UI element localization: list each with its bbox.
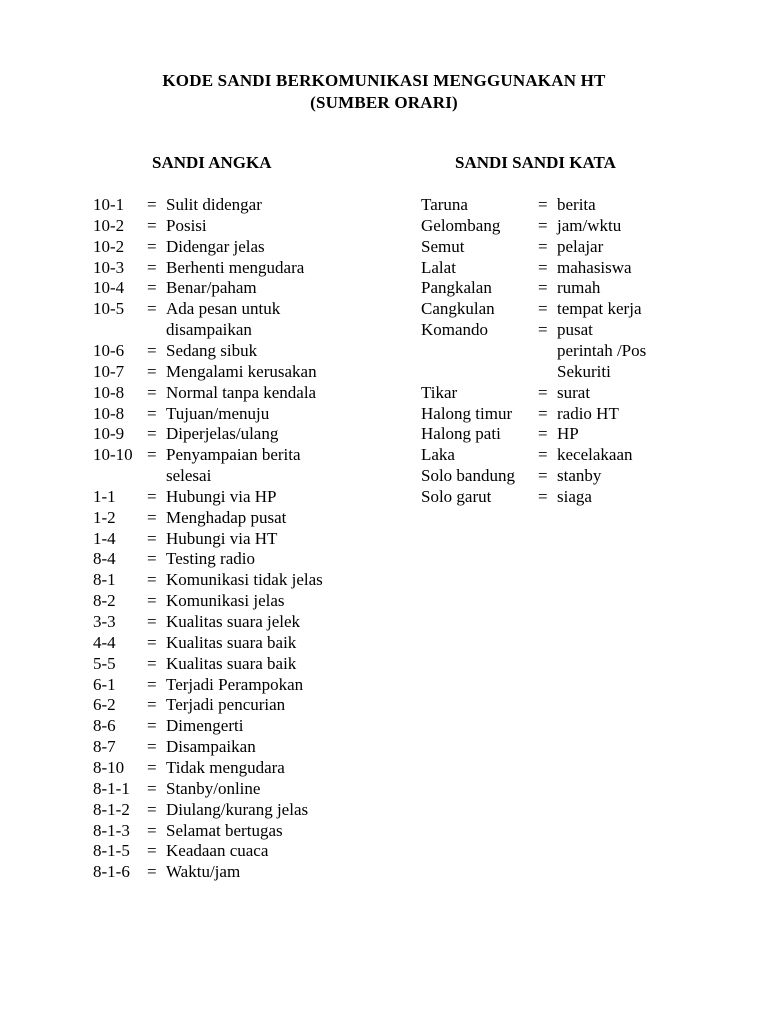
equals-sign: = bbox=[538, 424, 548, 444]
document-title-line-1: KODE SANDI BERKOMUNIKASI MENGGUNAKAN HT bbox=[162, 71, 606, 90]
code: 8-1-2 bbox=[93, 799, 130, 819]
equals-sign: = bbox=[147, 716, 157, 736]
meaning: tempat kerja bbox=[557, 299, 642, 319]
meaning: perintah /Pos bbox=[557, 340, 647, 360]
meaning: Keadaan cuaca bbox=[166, 841, 269, 861]
meaning: rumah bbox=[557, 278, 601, 298]
code: Solo garut bbox=[421, 486, 492, 506]
equals-sign: = bbox=[147, 278, 157, 298]
code: 10-4 bbox=[93, 278, 125, 298]
code: 6-2 bbox=[93, 695, 116, 715]
code: 8-4 bbox=[93, 549, 116, 569]
meaning: Sekuriti bbox=[557, 361, 611, 381]
equals-sign: = bbox=[147, 486, 157, 506]
meaning: siaga bbox=[557, 486, 592, 506]
equals-sign: = bbox=[147, 445, 157, 465]
meaning: berita bbox=[557, 195, 596, 214]
meaning: Komunikasi jelas bbox=[166, 591, 285, 611]
code: 8-1-3 bbox=[93, 820, 130, 840]
code: Halong pati bbox=[421, 424, 501, 444]
equals-sign: = bbox=[538, 403, 548, 423]
meaning: surat bbox=[557, 382, 591, 402]
code: 10-5 bbox=[93, 299, 125, 319]
code: 8-7 bbox=[93, 737, 116, 757]
code: 10-7 bbox=[93, 361, 125, 381]
meaning: mahasiswa bbox=[557, 257, 632, 277]
code: 8-6 bbox=[93, 716, 116, 736]
code: 8-2 bbox=[93, 591, 116, 611]
code: Laka bbox=[421, 445, 455, 465]
meaning: Selamat bertugas bbox=[166, 820, 283, 840]
meaning: pelajar bbox=[557, 236, 604, 256]
meaning: kecelakaan bbox=[557, 445, 633, 465]
meaning: Sulit didengar bbox=[166, 195, 262, 214]
equals-sign: = bbox=[147, 674, 157, 694]
equals-sign: = bbox=[147, 862, 157, 882]
meaning: Benar/paham bbox=[166, 278, 257, 298]
sandi-angka-heading: SANDI ANGKA bbox=[152, 153, 272, 172]
code: 5-5 bbox=[93, 653, 116, 673]
equals-sign: = bbox=[147, 737, 157, 757]
equals-sign: = bbox=[147, 632, 157, 652]
code: Cangkulan bbox=[421, 299, 495, 319]
code: 8-10 bbox=[93, 757, 125, 777]
code: Tikar bbox=[421, 382, 458, 402]
meaning: Tidak mengudara bbox=[166, 757, 285, 777]
meaning: Ada pesan untuk bbox=[166, 299, 281, 319]
code: 10-2 bbox=[93, 215, 125, 235]
code: 10-1 bbox=[93, 195, 125, 214]
equals-sign: = bbox=[147, 403, 157, 423]
meaning: pusat bbox=[557, 320, 593, 340]
meaning: Diperjelas/ulang bbox=[166, 424, 279, 444]
sandi-kata-heading: SANDI SANDI KATA bbox=[455, 153, 616, 172]
meaning: Didengar jelas bbox=[166, 236, 265, 256]
equals-sign: = bbox=[147, 653, 157, 673]
equals-sign: = bbox=[538, 382, 548, 402]
code: 10-9 bbox=[93, 424, 125, 444]
code: 8-1 bbox=[93, 570, 116, 590]
code: 10-2 bbox=[93, 236, 125, 256]
equals-sign: = bbox=[538, 195, 548, 214]
meaning: selesai bbox=[166, 466, 212, 486]
code: 4-4 bbox=[93, 632, 116, 652]
equals-sign: = bbox=[538, 486, 548, 506]
meaning: Normal tanpa kendala bbox=[166, 382, 317, 402]
equals-sign: = bbox=[147, 236, 157, 256]
code: 10-10 bbox=[93, 445, 133, 465]
meaning: Berhenti mengudara bbox=[166, 257, 305, 277]
code: 8-1-1 bbox=[93, 778, 130, 798]
meaning: radio HT bbox=[557, 403, 619, 423]
code: 10-3 bbox=[93, 257, 125, 277]
code: 8-1-6 bbox=[93, 862, 130, 882]
meaning: Stanby/online bbox=[166, 778, 261, 798]
meaning: Hubungi via HP bbox=[166, 486, 277, 506]
code: 1-2 bbox=[93, 507, 116, 527]
meaning: Waktu/jam bbox=[166, 862, 241, 882]
equals-sign: = bbox=[147, 549, 157, 569]
equals-sign: = bbox=[147, 195, 157, 214]
code: 10-6 bbox=[93, 340, 125, 360]
code: 10-8 bbox=[93, 403, 125, 423]
equals-sign: = bbox=[147, 570, 157, 590]
code: Solo bandung bbox=[421, 466, 515, 486]
equals-sign: = bbox=[538, 236, 548, 256]
code: Taruna bbox=[421, 195, 468, 214]
code: Pangkalan bbox=[421, 278, 492, 298]
code: Semut bbox=[421, 236, 465, 256]
meaning: Diulang/kurang jelas bbox=[166, 799, 309, 819]
equals-sign: = bbox=[147, 382, 157, 402]
meaning: Dimengerti bbox=[166, 716, 244, 736]
equals-sign: = bbox=[538, 445, 548, 465]
meaning: Tujuan/menuju bbox=[166, 403, 270, 423]
code: Gelombang bbox=[421, 215, 501, 235]
equals-sign: = bbox=[538, 278, 548, 298]
meaning: Disampaikan bbox=[166, 737, 256, 757]
meaning: Penyampaian berita bbox=[166, 445, 301, 465]
equals-sign: = bbox=[147, 591, 157, 611]
meaning: Posisi bbox=[166, 215, 207, 235]
code: 6-1 bbox=[93, 674, 116, 694]
equals-sign: = bbox=[147, 361, 157, 381]
equals-sign: = bbox=[147, 778, 157, 798]
code: 10-8 bbox=[93, 382, 125, 402]
equals-sign: = bbox=[147, 340, 157, 360]
code: 3-3 bbox=[93, 612, 116, 631]
meaning: Terjadi Perampokan bbox=[166, 674, 304, 694]
equals-sign: = bbox=[147, 695, 157, 715]
equals-sign: = bbox=[147, 820, 157, 840]
meaning: Kualitas suara jelek bbox=[166, 612, 301, 631]
equals-sign: = bbox=[538, 299, 548, 319]
code: 8-1-5 bbox=[93, 841, 130, 861]
equals-sign: = bbox=[538, 215, 548, 235]
code: Halong timur bbox=[421, 403, 513, 423]
equals-sign: = bbox=[147, 215, 157, 235]
meaning: jam/wktu bbox=[557, 215, 622, 235]
meaning: Mengalami kerusakan bbox=[166, 361, 317, 381]
equals-sign: = bbox=[147, 424, 157, 444]
meaning: Sedang sibuk bbox=[166, 340, 258, 360]
meaning: HP bbox=[557, 424, 579, 444]
meaning: stanby bbox=[557, 466, 602, 486]
equals-sign: = bbox=[538, 257, 548, 277]
code: Komando bbox=[421, 320, 489, 340]
equals-sign: = bbox=[147, 528, 157, 548]
equals-sign: = bbox=[147, 841, 157, 861]
document-title-line-2: (SUMBER ORARI) bbox=[310, 93, 458, 112]
code: 1-4 bbox=[93, 528, 116, 548]
equals-sign: = bbox=[538, 320, 548, 340]
equals-sign: = bbox=[147, 257, 157, 277]
meaning: Kualitas suara baik bbox=[166, 653, 297, 673]
meaning: Hubungi via HT bbox=[166, 528, 278, 548]
equals-sign: = bbox=[538, 466, 548, 486]
meaning: Kualitas suara baik bbox=[166, 632, 297, 652]
code: 1-1 bbox=[93, 486, 116, 506]
meaning: Komunikasi tidak jelas bbox=[166, 570, 323, 590]
meaning: Testing radio bbox=[166, 549, 255, 569]
equals-sign: = bbox=[147, 507, 157, 527]
meaning: Menghadap pusat bbox=[166, 507, 287, 527]
equals-sign: = bbox=[147, 799, 157, 819]
code: Lalat bbox=[421, 257, 456, 277]
equals-sign: = bbox=[147, 299, 157, 319]
meaning: Terjadi pencurian bbox=[166, 695, 286, 715]
equals-sign: = bbox=[147, 757, 157, 777]
equals-sign: = bbox=[147, 612, 157, 631]
meaning: disampaikan bbox=[166, 320, 252, 340]
